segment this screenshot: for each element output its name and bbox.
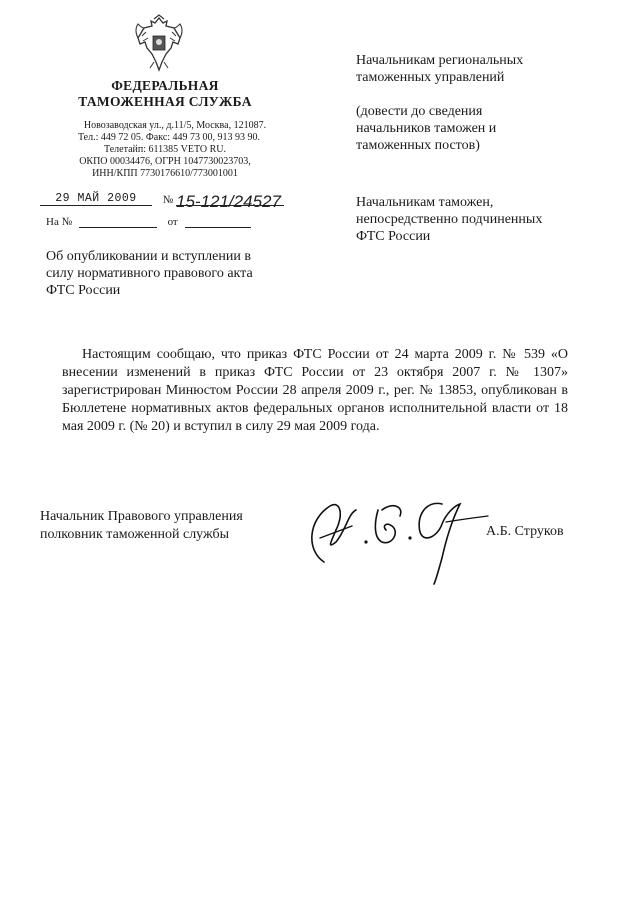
ref-date-label: от <box>167 216 178 228</box>
addressee-note: начальников таможен и <box>356 121 497 136</box>
reference-row <box>46 214 251 230</box>
ref-date-line <box>185 214 251 228</box>
signatory-name: А.Б. Струков <box>486 524 564 539</box>
org-phone: Тел.: 449 72 05. Факс: 449 73 00, 913 93 90. <box>77 132 261 143</box>
coat-of-arms-icon <box>130 14 188 76</box>
addressee-line: Начальникам региональных <box>356 53 524 68</box>
addressee-note: (довести до сведения <box>356 104 483 119</box>
signatory-title <box>40 508 243 544</box>
number-label: № <box>162 194 174 206</box>
letter-body: Настоящим сообщаю, что приказ ФТС России от 24 марта 2009 г. № 539 «О внесении изменений в приказ ФТС России от 23 октября 2007 г. № 1307» зарегистрирован Минюстом России 28 апреля 2009 г., рег. № 13853, опубликован в Бюллетене нормативных актов федеральных органов исполнительной власти от 18 мая 2009 г. (№ 20) и вступил в силу 29 мая 2009 года. <box>62 347 568 434</box>
addressee-line: таможенных управлений <box>356 70 505 85</box>
org-teletype: Телетайп: 611385 VETO RU. <box>103 144 226 155</box>
signatory-rank: полковник таможенной службы <box>40 527 230 542</box>
org-address: Новозаводская ул., д.11/5, Москва, 121087. <box>83 120 267 131</box>
date-number-row <box>40 192 284 211</box>
number-field <box>176 192 284 211</box>
addressee-line: ФТС России <box>356 229 431 244</box>
doc-number-handwritten: 15-121/24527 <box>176 192 281 211</box>
subject-line: ФТС России <box>46 283 121 298</box>
handwritten-signature <box>296 480 496 590</box>
org-name-line2: ТАМОЖЕННАЯ СЛУЖБА <box>78 94 252 109</box>
addressee-line: Начальникам таможен, <box>356 195 494 210</box>
date-field <box>40 192 152 206</box>
subject-line: силу нормативного правового акта <box>46 266 253 281</box>
ref-number-line <box>79 214 157 228</box>
addressee-block-2 <box>356 194 596 245</box>
subject-line: Об опубликовании и вступлении в <box>46 249 251 264</box>
addressee-note: таможенных постов) <box>356 138 480 153</box>
org-inn: ИНН/КПП 7730176610/773001001 <box>92 168 238 179</box>
ref-number-label: На № <box>46 216 73 228</box>
addressee-block-1 <box>356 52 596 154</box>
org-name-line1: ФЕДЕРАЛЬНАЯ <box>111 78 219 93</box>
signatory-position: Начальник Правового управления <box>40 509 243 524</box>
addressee-line: непосредственно подчиненных <box>356 212 543 227</box>
letter-subject <box>46 248 286 299</box>
date-stamp: 29 МАЙ 2009 <box>55 192 137 205</box>
org-okpo: ОКПО 00034476, ОГРН 1047730023703, <box>79 156 251 167</box>
